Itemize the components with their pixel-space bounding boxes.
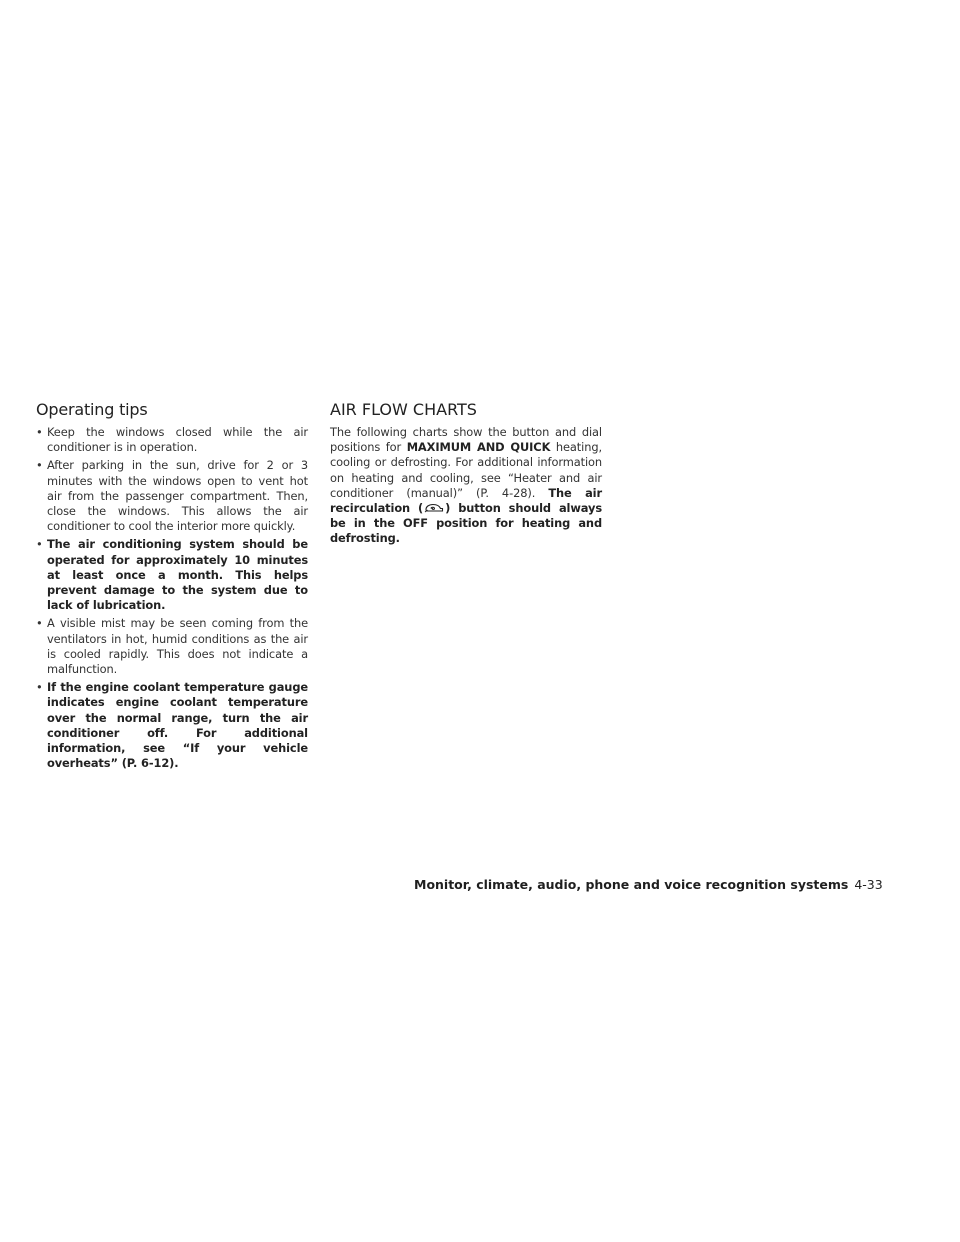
footer-section-title: Monitor, climate, audio, phone and voice recognition systems xyxy=(414,877,849,892)
bullet-glyph: • xyxy=(36,537,43,552)
intro-text: The following charts show the button and dial positions for xyxy=(330,425,602,455)
list-item xyxy=(36,680,308,771)
air-flow-intro-paragraph xyxy=(330,425,602,547)
tip-text: After parking in the sun, drive for 2 or 3 minutes with the windows open to vent hot air from the passenger compartment. Then, close the windows. This allows the air conditioner to cool the interior more quickly. xyxy=(47,458,308,534)
bullet-glyph: • xyxy=(36,616,43,631)
operating-tips-column xyxy=(36,400,308,774)
operating-tips-list xyxy=(36,425,308,771)
bullet-glyph: • xyxy=(36,458,43,473)
air-flow-charts-heading: AIR FLOW CHARTS xyxy=(330,400,477,419)
intro-emphasis: MAXIMUM AND QUICK xyxy=(406,440,551,455)
list-item xyxy=(36,425,308,455)
footer-page-number: 4-33 xyxy=(854,877,883,892)
bullet-glyph: • xyxy=(36,680,43,695)
recirc-warning-start: The air recirculation ( xyxy=(330,485,602,516)
operating-tips-heading: Operating tips xyxy=(36,400,148,419)
air-flow-charts-column xyxy=(330,400,602,547)
page-footer xyxy=(414,877,894,892)
list-item xyxy=(36,537,308,613)
tip-text: The air conditioning system should be operated for approximately 10 minutes at least once a month. This helps prevent damage to the system due to lack of lubrication. xyxy=(47,537,308,613)
tip-text: A visible mist may be seen coming from the ventilators in hot, humid conditions as the air is cooled rapidly. This does not indicate a malfunction. xyxy=(47,616,308,677)
tip-text: Keep the windows closed while the air conditioner is in operation. xyxy=(47,425,308,455)
air-recirculation-icon xyxy=(424,502,444,513)
tip-text: If the engine coolant temperature gauge indicates engine coolant temperature over the normal range, turn the air conditioner off. For additional information, see “If your vehicle overheats” (P. 6-12). xyxy=(47,680,308,771)
recirc-warning-end: ) button should always be in the OFF position for heating and defrosting. xyxy=(330,501,602,546)
intro-text: heating, cooling or defrosting. For additional information on heating and cooling, see “Heater and air conditioner (manual)” (P. 4-28). xyxy=(330,440,602,500)
list-item xyxy=(36,616,308,677)
list-item xyxy=(36,458,308,534)
bullet-glyph: • xyxy=(36,425,43,439)
